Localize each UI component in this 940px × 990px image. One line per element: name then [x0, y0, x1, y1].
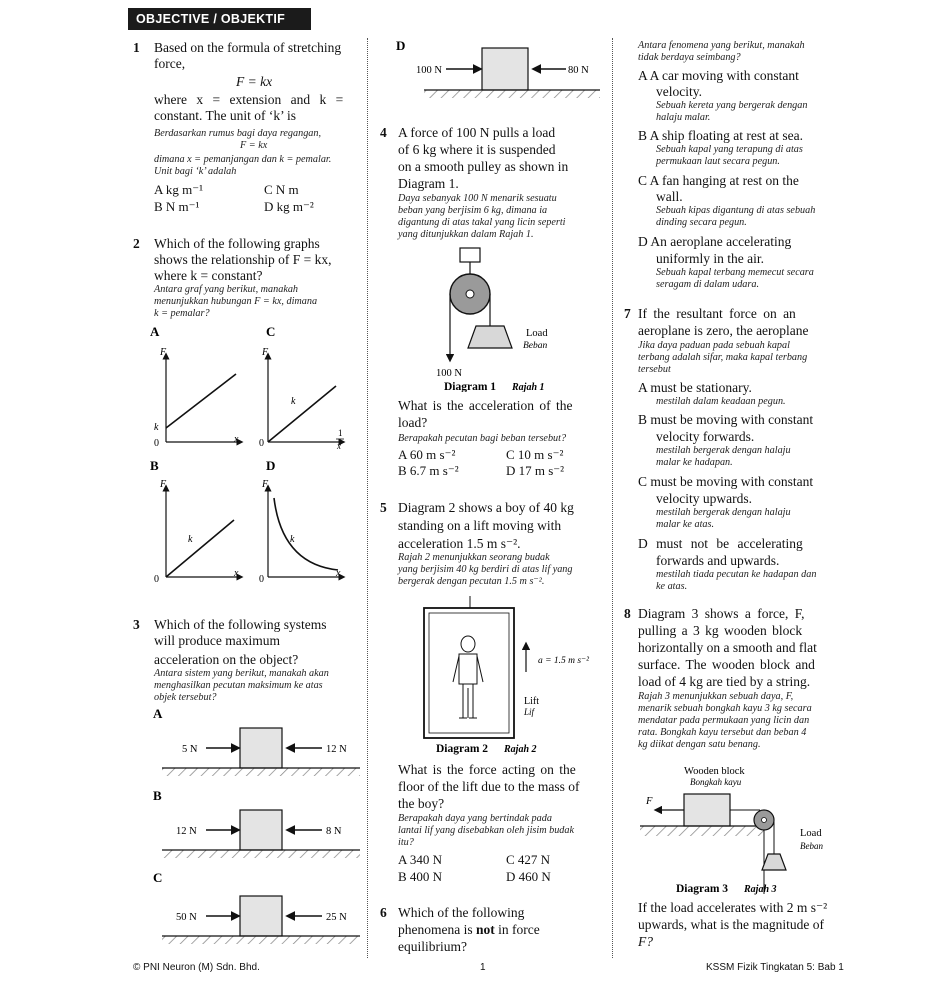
- q6-option-c-cont: wall.: [656, 189, 683, 204]
- diagram-label: Lif: [524, 707, 535, 717]
- q7-malay: mestilah dalam keadaan pegun.: [656, 396, 786, 407]
- q6-text-emphasis: not: [475, 922, 495, 937]
- q5-text: standing on a lift moving with: [398, 518, 562, 533]
- q4-text: Diagram 1.: [398, 176, 459, 191]
- q6-text-part: in force: [494, 922, 540, 937]
- q5-option-a[interactable]: A 340 N: [398, 852, 443, 867]
- q5-malay: Rajah 2 menunjukkan seorang budak: [398, 552, 550, 563]
- q8-question: If the load accelerates with 2 m s⁻²: [638, 900, 828, 915]
- q6-option-d[interactable]: D An aeroplane accelerating: [638, 234, 792, 249]
- q6-malay: permukaan laut secara pegun.: [656, 156, 780, 167]
- q6-option-c[interactable]: C A fan hanging at rest on the: [638, 173, 799, 188]
- q5-malay: Berapakah daya yang bertindak pada: [398, 813, 552, 824]
- axis-label: F: [262, 479, 269, 490]
- q3-text: acceleration on the object?: [154, 652, 299, 667]
- wooden-block: [684, 794, 730, 826]
- q7-malay: mestilah bergerak dengan halaju: [656, 507, 791, 518]
- q8-text: pulling a 3 kg wooden block: [638, 623, 803, 638]
- q5-malay: lantai lif yang disebabkan oleh jisim budak: [398, 825, 574, 836]
- q8-malay: rata. Bongkah kayu tersebut dan beban 4: [638, 727, 807, 738]
- q1-option-b[interactable]: B N m⁻¹: [154, 199, 200, 214]
- question-number: 8: [624, 606, 631, 621]
- q7-option-b-cont: velocity forwards.: [656, 429, 755, 444]
- q6-malay: Sebuah kapal yang terapung di atas: [656, 144, 803, 155]
- q4-text: A force of 100 N pulls a load: [398, 125, 556, 140]
- question-number: 6: [380, 905, 387, 920]
- q7-option-a[interactable]: A must be stationary.: [638, 380, 752, 395]
- axis-label: 1: [338, 428, 343, 438]
- q6-option-a[interactable]: A A car moving with constant: [638, 68, 799, 83]
- q4-malay: Daya sebanyak 100 N menarik sesuatu: [398, 193, 557, 204]
- footer-page-number: 1: [480, 962, 486, 973]
- q8-malay: mendatar pada permukaan yang licin dan: [638, 715, 810, 726]
- q2-malay: menunjukkan hubungan F = kx, dimana: [154, 296, 318, 307]
- q5-question: What is the force acting on the: [398, 762, 576, 777]
- footer-book-title: KSSM Fizik Tingkatan 5: Bab 1: [706, 962, 844, 973]
- q4-text: of 6 kg where it is suspended: [398, 142, 556, 157]
- q6-option-b[interactable]: B A ship floating at rest at sea.: [638, 128, 803, 143]
- diagram-2: [420, 590, 600, 760]
- force-label: 12 N: [326, 744, 347, 755]
- q1-malay: Unit bagi ‘k’ adalah: [154, 166, 237, 177]
- q2-option-a[interactable]: [150, 324, 240, 449]
- question-number: 4: [380, 125, 387, 140]
- q6-malay: Sebuah kapal terbang memecut secara: [656, 267, 814, 278]
- q5-malay: bergerak dengan pecutan 1.5 m s⁻².: [398, 576, 545, 587]
- q7-option-d-cont: forwards and upwards.: [656, 553, 780, 568]
- q8-question: upwards, what is the magnitude of: [638, 917, 824, 932]
- axis-label: k: [188, 534, 193, 545]
- diagram-label: Load: [526, 328, 548, 339]
- q3-diagrams: [148, 704, 363, 954]
- diagram-label: Wooden block: [684, 766, 745, 777]
- q5-question: the boy?: [398, 796, 445, 811]
- q2-text: Which of the following graphs: [154, 236, 320, 251]
- q7-malay: malar ke atas.: [656, 519, 715, 530]
- q1-malay-formula: F = kx: [240, 140, 268, 151]
- q3-malay: menghasilkan pecutan maksimum ke atas: [154, 680, 323, 691]
- q7-malay: terbang adalah sifar, maka kapal terbang: [638, 352, 808, 363]
- q4-option-d[interactable]: D 17 m s⁻²: [506, 463, 565, 478]
- option-label: C: [153, 870, 163, 885]
- q1-option-c[interactable]: C N m: [264, 182, 299, 197]
- diagram-caption: Diagram 2: [436, 743, 489, 755]
- diagram-label: F: [646, 796, 653, 807]
- q8-malay: kg diikat dengan satu benang.: [638, 739, 761, 750]
- q3-option-c[interactable]: [153, 870, 360, 944]
- q7-text: If the resultant force on an: [638, 306, 796, 321]
- q1-formula: F = kx: [236, 74, 273, 89]
- q2-text: where k = constant?: [154, 268, 263, 283]
- diagram-label: Load: [800, 828, 822, 839]
- q8-malay: menarik sebuah bongkah kayu 3 kg secara: [638, 703, 812, 714]
- q8-question: F?: [638, 934, 653, 949]
- q7-malay: tersebut: [638, 364, 671, 375]
- axis-label: 0: [154, 574, 159, 585]
- q5-option-d[interactable]: D 460 N: [506, 869, 551, 884]
- diagram-3: [636, 754, 836, 898]
- question-number: 5: [380, 500, 387, 515]
- q3-option-d[interactable]: [378, 36, 606, 108]
- diagram-label: 100 N: [436, 368, 462, 379]
- question-number: 7: [624, 306, 631, 321]
- q7-malay: mestilah bergerak dengan halaju: [656, 445, 791, 456]
- axis-label: 0: [259, 574, 264, 585]
- q4-malay: Berapakah pecutan bagi beban tersebut?: [398, 433, 567, 444]
- q7-malay: Jika daya paduan pada sebuah kapal: [638, 340, 790, 351]
- load-block: [762, 854, 786, 870]
- diagram-label: Lift: [524, 696, 539, 707]
- q1-malay: Berdasarkan rumus bagi daya regangan,: [154, 128, 322, 139]
- force-label: 80 N: [568, 65, 589, 76]
- axis-label: 0: [259, 438, 264, 449]
- graph-label: A: [150, 324, 160, 339]
- q2-graphs: [148, 322, 363, 587]
- graph-label: D: [266, 458, 276, 473]
- axis-label: k: [291, 396, 296, 407]
- option-label: D: [396, 38, 406, 53]
- q5-malay: itu?: [398, 837, 414, 848]
- diagram-caption: Rajah 3: [744, 884, 777, 895]
- force-label: 100 N: [416, 65, 442, 76]
- q5-option-c[interactable]: C 427 N: [506, 852, 551, 867]
- q1-malay: dimana x = pemanjangan dan k = pemalar.: [154, 154, 332, 165]
- q1-option-d[interactable]: D kg m⁻²: [264, 199, 314, 214]
- q8-text: load of 4 kg are tied by a string.: [638, 674, 811, 689]
- q8-text: surface. The wooden block and: [638, 657, 815, 672]
- q6-text-part: phenomena is: [398, 922, 476, 937]
- graph-label: B: [150, 458, 159, 473]
- column-divider-left: [367, 38, 368, 958]
- q3-text: Which of the following systems: [154, 617, 327, 632]
- q7-option-c[interactable]: C must be moving with constant: [638, 474, 814, 489]
- q2-option-c[interactable]: [259, 324, 344, 451]
- q2-malay: k = pemalar?: [154, 308, 210, 319]
- q4-text: on a smooth pulley as shown in: [398, 159, 569, 174]
- diagram-label: a = 1.5 m s⁻²: [538, 656, 589, 666]
- q3-malay: Antara sistem yang berikut, manakah akan: [154, 668, 329, 679]
- q6-text: [398, 922, 540, 937]
- q5-text: Diagram 2 shows a boy of 40 kg: [398, 500, 574, 515]
- q1-option-a[interactable]: A kg m⁻¹: [154, 182, 204, 197]
- q5-option-b[interactable]: B 400 N: [398, 869, 443, 884]
- q6-malay: Sebuah kipas digantung di atas sebuah: [656, 205, 816, 216]
- q8-malay: Rajah 3 menunjukkan sebuah daya, F,: [638, 691, 794, 702]
- graph-label: C: [266, 324, 276, 339]
- q4-malay: digantung di atas takal yang licin seperti: [398, 217, 566, 228]
- q8-text: Diagram 3 shows a force, F,: [638, 606, 805, 621]
- axis-label: F: [262, 347, 269, 358]
- axis-label: k: [154, 422, 159, 433]
- q8-text: horizontally on a smooth and flat: [638, 640, 817, 655]
- q7-option-d[interactable]: D must not be accelerating: [638, 536, 803, 551]
- force-label: 50 N: [176, 912, 197, 923]
- q3-text: will produce maximum: [154, 633, 280, 648]
- axis-label: F: [160, 347, 167, 358]
- section-header: OBJECTIVE / OBJEKTIF: [128, 8, 311, 30]
- q1-text: where x = extension and k =: [154, 92, 344, 107]
- q5-text: acceleration 1.5 m s⁻².: [398, 536, 521, 551]
- axis-label: F: [160, 479, 167, 490]
- force-label: 25 N: [326, 912, 347, 923]
- q1-text: Based on the formula of stretching: [154, 40, 342, 55]
- q6-malay: tidak berdaya seimbang?: [638, 52, 741, 63]
- axis-label: x: [337, 441, 341, 451]
- force-label: 12 N: [176, 826, 197, 837]
- q6-malay: Sebuah kereta yang bergerak dengan: [656, 100, 808, 111]
- diagram-caption: Rajah 2: [504, 744, 537, 755]
- q7-malay: ke atas.: [656, 581, 688, 592]
- q2-text: shows the relationship of F = kx,: [154, 252, 332, 267]
- question-number: 3: [133, 617, 140, 632]
- diagram-label: Beban: [523, 341, 548, 351]
- q5-malay: yang berjisim 40 kg berdiri di atas lif yang: [398, 564, 573, 575]
- q4-malay: beban yang berjisim 6 kg, dimana ia: [398, 205, 548, 216]
- q2-option-b[interactable]: [150, 458, 240, 585]
- diagram-caption: Diagram 1: [444, 381, 497, 392]
- q4-question: What is the acceleration of the: [398, 398, 573, 413]
- q1-text: force,: [154, 56, 186, 71]
- q6-malay: dinding secara pegun.: [656, 217, 747, 228]
- q7-malay: malar ke hadapan.: [656, 457, 733, 468]
- force-label: 8 N: [326, 826, 342, 837]
- option-label: A: [153, 706, 163, 721]
- axis-label: x: [234, 568, 239, 579]
- q7-text: aeroplane is zero, the aeroplane: [638, 323, 809, 338]
- q4-malay: yang ditunjukkan dalam Rajah 1.: [398, 229, 534, 240]
- force-label: 5 N: [182, 744, 198, 755]
- q1-text: constant. The unit of ‘k’ is: [154, 108, 296, 123]
- axis-label: 0: [154, 438, 159, 449]
- axis-label: x: [234, 434, 239, 445]
- q6-malay: seragam di dalam udara.: [656, 279, 760, 290]
- q4-question: load?: [398, 415, 428, 430]
- load-block: [468, 326, 512, 348]
- q6-option-a-cont: velocity.: [656, 84, 702, 99]
- q4-option-a[interactable]: A 60 m s⁻²: [398, 447, 456, 462]
- diagram-caption: Diagram 3: [676, 883, 729, 895]
- footer-copyright: © PNI Neuron (M) Sdn. Bhd.: [133, 962, 260, 973]
- diagram-label: Beban: [800, 841, 823, 851]
- q3-option-b[interactable]: [153, 788, 360, 858]
- q6-text: equilibrium?: [398, 939, 467, 954]
- question-number: 1: [133, 40, 140, 55]
- axis-label: x: [336, 568, 341, 579]
- q6-text: Which of the following: [398, 905, 525, 920]
- q5-question: floor of the lift due to the mass of: [398, 779, 580, 794]
- q6-option-d-cont: uniformly in the air.: [656, 251, 764, 266]
- q3-option-a[interactable]: [153, 706, 360, 776]
- q7-option-c-cont: velocity upwards.: [656, 491, 752, 506]
- option-label: B: [153, 788, 162, 803]
- axis-label: k: [290, 534, 295, 545]
- q3-malay: objek tersebut?: [154, 692, 217, 703]
- q2-malay: Antara graf yang berikut, manakah: [154, 284, 299, 295]
- q7-option-b[interactable]: B must be moving with constant: [638, 412, 814, 427]
- q4-option-c[interactable]: C 10 m s⁻²: [506, 447, 564, 462]
- question-number: 2: [133, 236, 140, 251]
- q2-option-d[interactable]: [259, 458, 342, 585]
- q7-malay: mestilah tiada pecutan ke hadapan dan: [656, 569, 817, 580]
- q4-option-b[interactable]: B 6.7 m s⁻²: [398, 463, 459, 478]
- diagram-1: [398, 244, 608, 392]
- q6-malay: halaju malar.: [656, 112, 711, 123]
- column-divider-right: [612, 38, 613, 958]
- q6-malay: Antara fenomena yang berikut, manakah: [638, 40, 805, 51]
- diagram-label: Bongkah kayu: [690, 777, 742, 787]
- diagram-caption: Rajah 1: [512, 382, 545, 392]
